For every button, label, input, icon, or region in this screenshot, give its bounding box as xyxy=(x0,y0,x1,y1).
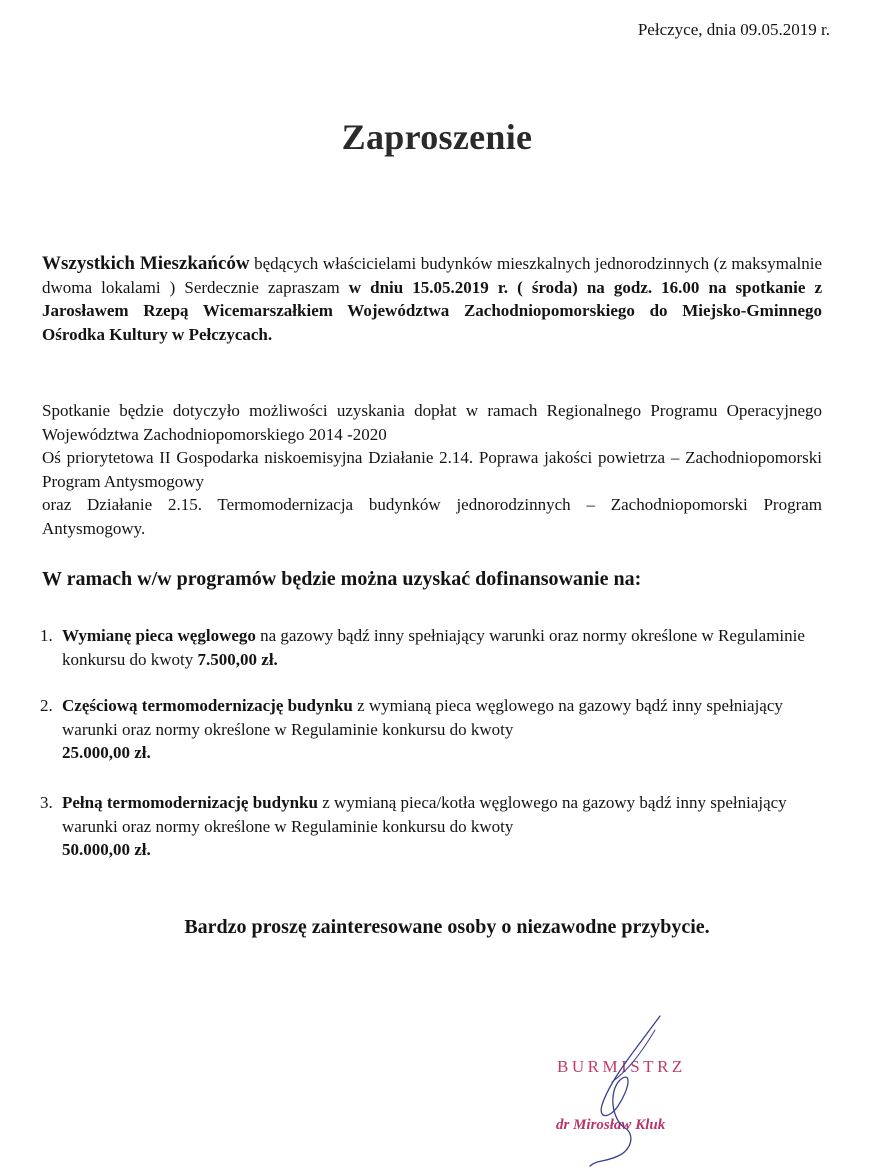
program-line-2: Oś priorytetowa II Gospodarka niskoemisyjna Działanie 2.14. Poprawa jakości powietrza – Zachodniopomorski Program Antysmogowy xyxy=(42,448,822,491)
list-item xyxy=(40,694,830,765)
list-item xyxy=(40,791,830,862)
list-item-title: Wymianę pieca węglowego xyxy=(62,626,256,645)
intro-text: będących właścicielami budynków mieszkalnych jednorodzinnych (z maksymalnie dwoma lokalami ) Serdecznie zapraszam xyxy=(42,254,822,297)
list-item-amount: 50.000,00 zł. xyxy=(62,840,151,859)
list-item-title: Częściową termomodernizację budynku xyxy=(62,696,353,715)
list-item-number: 2. xyxy=(40,696,53,715)
list-item-text: z wymianą pieca/kotła węglowego na gazowy bądź inny spełniający warunki oraz normy określone w Regulaminie konkursu do kwoty xyxy=(62,793,787,836)
intro-paragraph xyxy=(42,252,822,346)
intro-meeting-details: w dniu 15.05.2019 r. ( środa) na godz. 16.00 na spotkanie z Jarosławem Rzepą Wicemarszałkiem Województwa Zachodniopomorskiego do Miejsko-Gminnego Ośrodka Kultury w Pełczycach. xyxy=(42,277,823,344)
program-line-1: Spotkanie będzie dotyczyło możliwości uzyskania dopłat w ramach Regionalnego Programu Operacyjnego Województwa Zachodniopomorskiego 2014 -2020 xyxy=(42,401,822,444)
mayor-stamp-name: dr Mirosław Kluk xyxy=(556,1117,666,1133)
list-item-text: z wymianą pieca węglowego na gazowy bądź inny spełniający warunki oraz normy określone w Regulaminie konkursu do kwoty xyxy=(62,696,783,739)
program-paragraph xyxy=(42,399,822,540)
list-item-amount: 7.500,00 zł. xyxy=(197,649,278,669)
funding-heading: W ramach w/w programów będzie można uzyskać dofinansowanie na: xyxy=(42,568,642,590)
list-item-text: na gazowy bądź inny spełniający warunki oraz normy określone w Regulaminie konkursu do kwoty xyxy=(62,626,805,669)
letter-date: Pełczyce, dnia 09.05.2019 r. xyxy=(637,20,830,39)
list-item-number: 1. xyxy=(40,626,53,645)
list-item-amount: 25.000,00 zł. xyxy=(62,743,151,762)
program-line-3: oraz Działanie 2.15. Termomodernizacja budynków jednorodzinnych – Zachodniopomorski Program Antysmogowy. xyxy=(42,495,822,538)
mayor-stamp-title: BURMISTRZ xyxy=(557,1057,686,1076)
list-item xyxy=(40,624,830,671)
handwritten-signature xyxy=(540,1010,720,1168)
closing-sentence: Bardzo proszę zainteresowane osoby o niezawodne przybycie. xyxy=(184,916,710,938)
list-item-title: Pełną termomodernizację budynku xyxy=(62,793,318,812)
intro-lead: Wszystkich Mieszkańców xyxy=(42,253,250,274)
list-item-number: 3. xyxy=(40,793,53,812)
letter-title: Zaproszenie xyxy=(341,117,533,157)
